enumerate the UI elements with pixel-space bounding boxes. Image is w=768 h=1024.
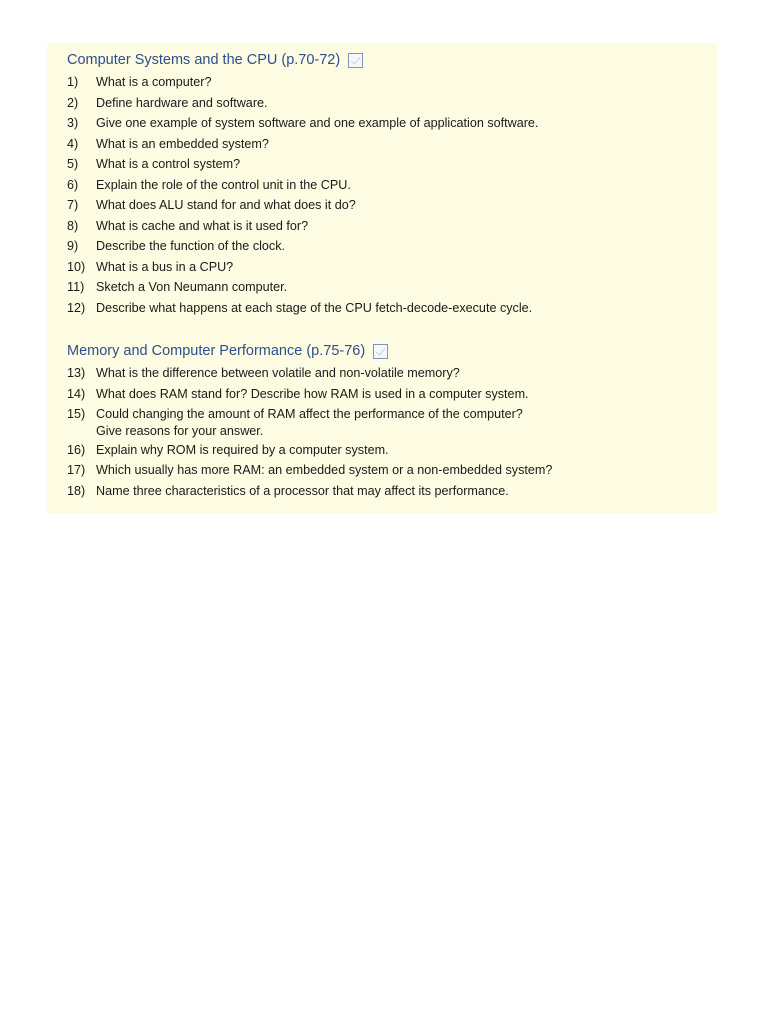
question-item <box>67 216 707 237</box>
question-item <box>67 93 707 114</box>
question-number: 14) <box>67 386 86 401</box>
question-number: 2) <box>67 95 79 110</box>
question-item <box>67 175 707 196</box>
section-title <box>67 49 707 71</box>
question-text: What is a bus in a CPU? <box>96 259 234 274</box>
question-text-block <box>96 404 523 440</box>
question-text: Name three characteristics of a processor that may affect its performance. <box>96 483 509 498</box>
question-item <box>67 298 707 319</box>
question-text-continued: Give reasons for your answer. <box>96 423 264 438</box>
section-cpu <box>67 49 707 318</box>
question-item <box>67 277 707 298</box>
question-item <box>67 154 707 175</box>
section-memory <box>67 340 707 501</box>
question-number: 18) <box>67 483 86 498</box>
question-list <box>67 72 707 318</box>
question-number: 17) <box>67 463 86 477</box>
section-title <box>67 340 707 362</box>
question-number: 3) <box>67 116 79 130</box>
question-number: 8) <box>67 218 79 233</box>
question-item <box>67 440 707 461</box>
question-item <box>67 363 707 384</box>
question-text: Which usually has more RAM: an embedded system or a non-embedded system? <box>96 463 553 477</box>
question-number: 13) <box>67 366 86 380</box>
question-text: What is cache and what is it used for? <box>96 218 309 233</box>
question-number: 16) <box>67 442 86 457</box>
section-checkbox[interactable] <box>348 53 363 68</box>
question-number: 11) <box>67 280 85 294</box>
question-text: Explain why ROM is required by a computer system. <box>96 442 389 457</box>
question-item <box>67 195 707 216</box>
section-title-text: Computer Systems and the CPU (p.70-72) <box>67 52 341 68</box>
section-title-text: Memory and Computer Performance (p.75-76) <box>67 343 366 359</box>
question-item <box>67 404 707 440</box>
question-number: 9) <box>67 239 79 253</box>
question-text: Describe the function of the clock. <box>96 239 286 253</box>
question-text: Could changing the amount of RAM affect the performance of the computer? <box>96 407 523 421</box>
question-text: Explain the role of the control unit in the CPU. <box>96 177 351 192</box>
question-text: Define hardware and software. <box>96 95 268 110</box>
question-panel <box>47 43 717 513</box>
question-item <box>67 72 707 93</box>
question-item <box>67 257 707 278</box>
question-number: 12) <box>67 300 86 315</box>
question-text: What is a computer? <box>96 75 212 89</box>
section-checkbox[interactable] <box>373 344 388 359</box>
question-number: 15) <box>67 407 86 421</box>
question-number: 5) <box>67 157 79 171</box>
question-item <box>67 481 707 502</box>
question-text: Give one example of system software and one example of application software. <box>96 116 539 130</box>
question-number: 1) <box>67 75 79 89</box>
question-text: Sketch a Von Neumann computer. <box>96 280 288 294</box>
question-item <box>67 384 707 405</box>
question-text: What is a control system? <box>96 157 241 171</box>
question-item <box>67 460 707 481</box>
question-list <box>67 363 707 501</box>
question-text: What is an embedded system? <box>96 136 269 151</box>
question-number: 4) <box>67 136 79 151</box>
question-item <box>67 236 707 257</box>
question-number: 6) <box>67 177 79 192</box>
question-text: Describe what happens at each stage of the CPU fetch-decode-execute cycle. <box>96 300 533 315</box>
question-item <box>67 134 707 155</box>
question-number: 7) <box>67 198 79 212</box>
question-text: What does RAM stand for? Describe how RAM is used in a computer system. <box>96 386 529 401</box>
question-item <box>67 113 707 134</box>
question-text: What does ALU stand for and what does it do? <box>96 198 356 212</box>
question-text: What is the difference between volatile and non-volatile memory? <box>96 366 460 380</box>
question-number: 10) <box>67 259 86 274</box>
